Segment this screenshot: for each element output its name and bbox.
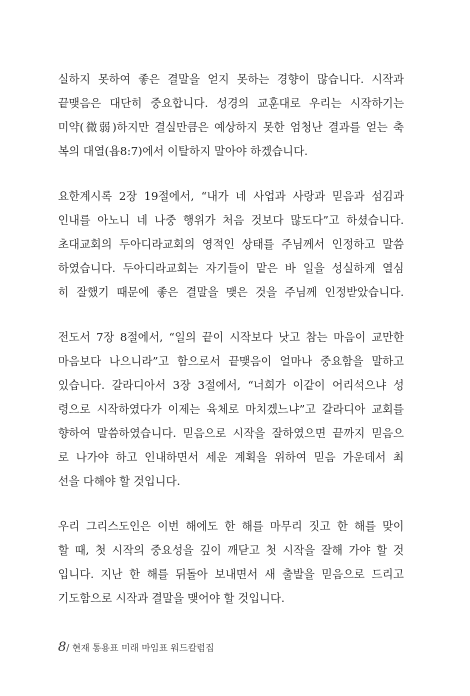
text-line: 끝맺음은 대단히 중요합니다. 성경의 교훈대로 우리는 시작하기는 [58, 97, 404, 110]
paragraph-3 [58, 326, 404, 494]
text-line: 하였습니다. 두아디라교회는 자기들이 맡은 바 일을 성실하게 열심 [58, 262, 404, 275]
page-footer [58, 641, 214, 656]
text-line: 로 나가야 하고 인내하면서 세운 계획을 위하여 믿음 가운데서 최 [58, 451, 404, 464]
text-line: 령으로 시작하였다가 이제는 육체로 마치겠느냐”고 갈라디아 교회를 [58, 403, 404, 416]
paragraph-1 [58, 68, 404, 164]
text-line: 선을 다해야 할 것입니다. [58, 475, 181, 488]
text-line: 있습니다. 갈라디아서 3장 3절에서, “너희가 이같이 어리석으냐 성 [58, 379, 404, 392]
text-line: 입니다. 지난 한 해를 뒤돌아 보내면서 새 출발을 믿음으로 드리고 [58, 568, 404, 581]
text-line: 할 때, 첫 시작의 중요성을 깊이 깨닫고 첫 시작을 잘해 가야 할 것 [58, 544, 404, 557]
text-line: 복의 대열(욥8:7)에서 이탈하지 말아야 하겠습니다. [58, 145, 308, 158]
text-line: 마음보다 나으니라”고 함으로서 끝맺음이 얼마나 중요함을 말하고 [58, 355, 404, 368]
text-line: 미약(微弱)하지만 결실만큼은 예상하지 못한 엄청난 결과를 얻는 축 [58, 121, 404, 134]
page-number: 8 [58, 640, 67, 655]
body-text [58, 68, 404, 632]
text-line: 우리 그리스도인은 이번 해에도 한 해를 마무리 짓고 한 해를 맞이 [58, 520, 404, 533]
text-line: 실하지 못하여 좋은 결말을 얻지 못하는 경향이 많습니다. 시작과 [58, 73, 404, 86]
text-line: 요한계시록 2장 19절에서, “내가 네 사업과 사랑과 믿음과 섬김과 [58, 190, 404, 203]
text-line: 인내를 아노니 네 나중 행위가 처음 것보다 많도다”고 하셨습니다. [58, 214, 404, 227]
text-line: 히 잘했기 때문에 좋은 결말을 맺은 것을 주님께 인정받았습니다. [58, 286, 404, 299]
text-line: 전도서 7장 8절에서, “일의 끝이 시작보다 낫고 참는 마음이 교만한 [58, 331, 404, 344]
paragraph-2 [58, 185, 404, 305]
text-line: 초대교회의 두아디라교회의 영적인 상태를 주님께서 인정하고 말씀 [58, 238, 404, 251]
text-line: 기도함으로 시작과 결말을 맺어야 할 것입니다. [58, 592, 285, 605]
text-line: 향하여 말씀하였습니다. 믿음으로 시작을 잘하였으면 끝까지 믿음으 [58, 427, 404, 440]
paragraph-4 [58, 515, 404, 611]
book-title: / 현재 통용표 미래 마임표 워드칼럼집 [66, 644, 215, 654]
